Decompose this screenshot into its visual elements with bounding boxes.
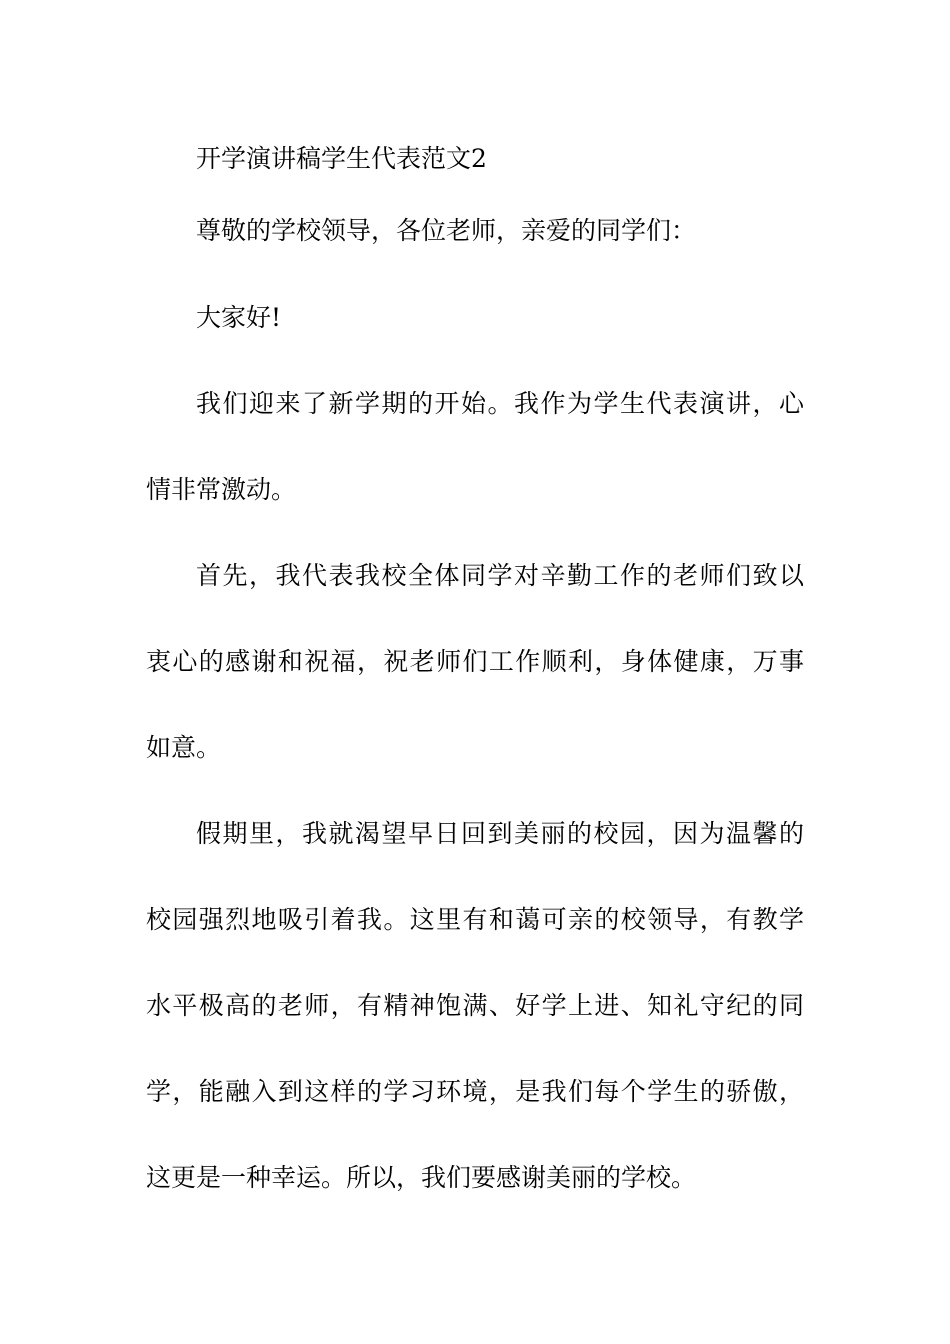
paragraph-3-line-5: 这更是一种幸运。所以，我们要感谢美丽的学校。 — [146, 1163, 697, 1192]
paragraph-2-line-2: 衷心的感谢和祝福，祝老师们工作顺利，身体健康，万事 — [146, 647, 804, 676]
paragraph-1-line-1: 我们迎来了新学期的开始。我作为学生代表演讲，心 — [196, 389, 804, 418]
paragraph-3-line-3: 水平极高的老师，有精神饱满、好学上进、知礼守纪的同 — [146, 991, 804, 1020]
paragraph-1-line-2: 情非常激动。 — [146, 475, 297, 504]
salutation-line: 尊敬的学校领导，各位老师，亲爱的同学们： — [196, 216, 697, 245]
document-title: 开学演讲稿学生代表范文2 — [196, 144, 487, 173]
paragraph-3-line-2: 校园强烈地吸引着我。这里有和蔼可亲的校领导，有教学 — [146, 905, 804, 934]
paragraph-3-line-1: 假期里，我就渴望早日回到美丽的校园，因为温馨的 — [196, 819, 804, 848]
greeting-line: 大家好! — [196, 303, 282, 332]
paragraph-3-line-4: 学，能融入到这样的学习环境，是我们每个学生的骄傲， — [146, 1077, 804, 1106]
paragraph-2-line-3: 如意。 — [146, 733, 222, 762]
paragraph-2-line-1: 首先，我代表我校全体同学对辛勤工作的老师们致以 — [196, 561, 804, 590]
